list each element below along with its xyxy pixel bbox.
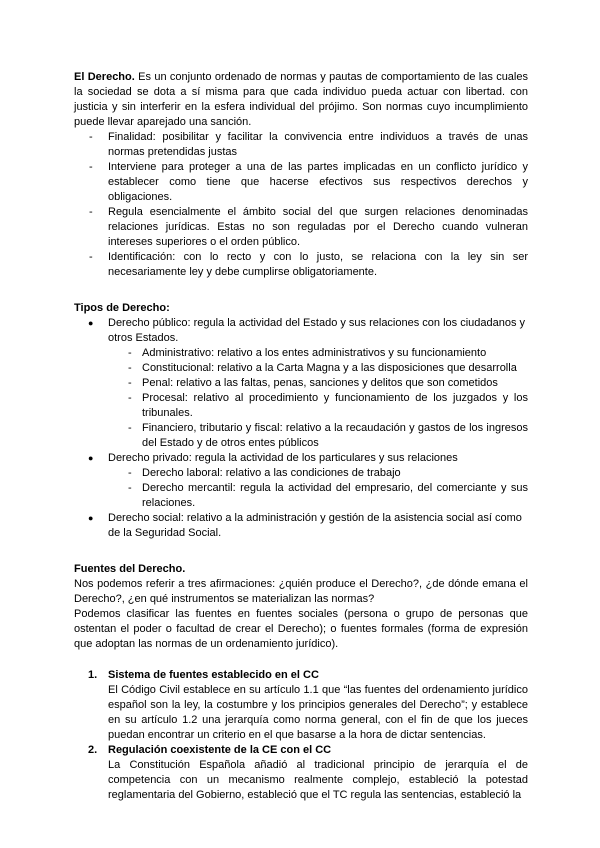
intro-paragraph — [74, 70, 528, 130]
numbered-item — [74, 743, 528, 803]
item-number: 1. — [88, 669, 98, 681]
bullet-text: ● Derecho privado: regula la actividad de los particulares y sus relaciones — [108, 452, 458, 464]
list-item: - Financiero, tributario y fiscal: relativo a la recaudación y gastos de los ingresos del Estado y de otros entes públicos — [74, 421, 528, 451]
tipos-list — [74, 316, 528, 346]
list-item-privado — [74, 451, 528, 466]
derecho-characteristics-list — [74, 130, 528, 280]
item-number: 2. — [88, 744, 98, 756]
fuentes-paragraph-1: Nos podemos referir a tres afirmaciones: ¿quién produce el Derecho?, ¿de dónde emana el Derecho?, ¿en qué instrumentos se materializan las normas? — [74, 578, 528, 605]
list-item: - Administrativo: relativo a los entes administrativos y su funcionamiento — [74, 346, 528, 361]
section-title-fuentes: Fuentes del Derecho. — [74, 563, 186, 575]
tipos-list-social — [74, 511, 528, 541]
list-item: - Finalidad: posibilitar y facilitar la convivencia entre individuos a través de unas normas pretendidas justas — [74, 130, 528, 160]
list-item: - Regula esencialmente el ámbito social del que surgen relaciones denominadas relaciones jurídicas. Estas no son reguladas por el Derecho cuando vulneran intereses superiores o el orden público. — [74, 205, 528, 250]
privado-sublist — [74, 466, 528, 511]
list-item-social — [74, 511, 528, 541]
section-title-derecho: El Derecho. — [74, 71, 135, 83]
item-title: Regulación coexistente de la CE con el CC — [108, 744, 332, 756]
fuentes-numbered-list — [74, 668, 528, 803]
intro-text: Es un conjunto ordenado de normas y pautas de comportamiento de las cuales la sociedad se dota a sí misma para que cada individuo pueda actuar con libertad. con justicia y sin interferir en la esfera individual del prójimo. Son normas cuyo incumplimiento puede llevar aparejado una sanción. — [74, 71, 528, 128]
fuentes-paragraph-2: Podemos clasificar las fuentes en fuentes sociales (persona o grupo de personas que ostentan el poder o facultad de crear el Derecho); o fuentes formales (forma de expresión que adoptan las normas de un ordenamiento jurídico). — [74, 608, 528, 650]
publico-sublist — [74, 346, 528, 451]
list-item: - Derecho laboral: relativo a las condiciones de trabajo — [74, 466, 528, 481]
list-item: - Interviene para proteger a una de las partes implicadas en un conflicto jurídico y establecer como tiene que hacerse efectivos sus respectivos derechos y obligaciones. — [74, 160, 528, 205]
tipos-list-privado — [74, 451, 528, 466]
numbered-item — [74, 668, 528, 743]
section-title-tipos: Tipos de Derecho: — [74, 302, 170, 314]
item-title: Sistema de fuentes establecido en el CC — [108, 669, 319, 681]
list-item: - Constitucional: relativo a la Carta Magna y a las disposiciones que desarrolla — [74, 361, 528, 376]
list-item-publico — [74, 316, 528, 346]
list-item: - Procesal: relativo al procedimiento y funcionamiento de los juzgados y los tribunales. — [74, 391, 528, 421]
item-body: La Constitución Española añadió al tradicional principio de jerarquía el de competencia con un mecanismo realmente complejo, estableció la potestad reglamentaria del Gobierno, estableció que el TC regula las sentencias, estableció la — [108, 759, 528, 801]
document-page — [74, 70, 528, 803]
list-item: - Identificación: con lo recto y con lo justo, se relaciona con la ley sin ser necesariamente ley y debe cumplirse obligatoriamente. — [74, 250, 528, 280]
bullet-text: ● Derecho público: regula la actividad del Estado y sus relaciones con los ciudadanos y otros Estados. — [108, 317, 525, 344]
item-body: El Código Civil establece en su artículo 1.1 que “las fuentes del ordenamiento jurídico español son la ley, la costumbre y los principios generales del Derecho”; y establece en su artículo 1.2 una jerarquía como norma general, con el fin de que los jueces puedan encontrar un criterio en el que basarse a la hora de dictar sentencias. — [108, 684, 528, 741]
list-item: - Penal: relativo a las faltas, penas, sanciones y delitos que son cometidos — [74, 376, 528, 391]
list-item: - Derecho mercantil: regula la actividad del empresario, del comerciante y sus relaciones. — [74, 481, 528, 511]
bullet-text: ● Derecho social: relativo a la administración y gestión de la asistencia social así como de la Seguridad Social. — [108, 512, 522, 539]
